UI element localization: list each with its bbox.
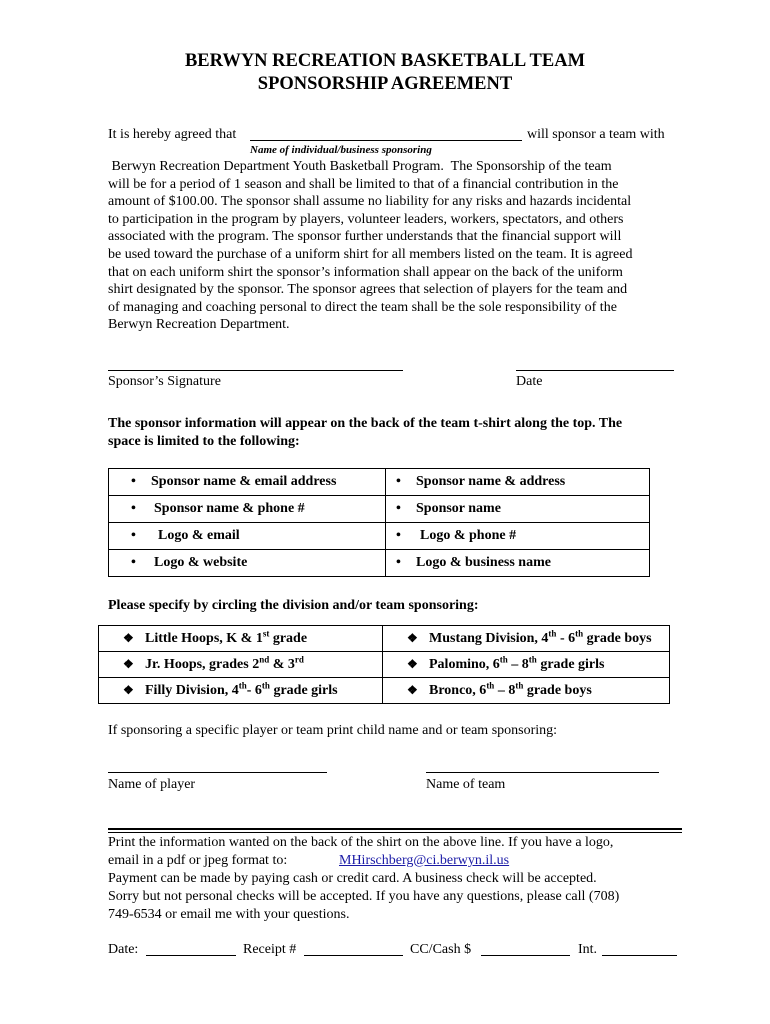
agreement-body-line: amount of $100.00. The sponsor shall assume no liability for any risks and hazards incidental <box>108 194 632 210</box>
agreement-body-line: Berwyn Recreation Department. <box>108 317 290 333</box>
divisions-intro: Please specify by circling the division and/or team sponsoring: <box>108 598 479 613</box>
player-name-label: Name of player <box>108 777 196 792</box>
sponsor-name-field-caption: Name of individual/business sponsoring <box>250 144 432 156</box>
division-option-little-hoops[interactable]: ❖ Little Hoops, K & 1st grade <box>99 626 383 652</box>
table-row <box>99 626 670 652</box>
bullet-icon: • <box>131 474 136 489</box>
signature-date-label: Date <box>516 374 543 389</box>
bullet-icon: • <box>131 555 136 570</box>
table-row <box>99 678 670 704</box>
bullet-icon: • <box>396 555 401 570</box>
shirt-info-intro-line-1: The sponsor information will appear on the back of the team t-shirt along the top. The <box>108 416 623 431</box>
table-row <box>99 652 670 678</box>
footer-line-1: Print the information wanted on the back of the shirt on the above line. If you have a logo, <box>108 835 614 850</box>
sponsor-signature-label: Sponsor’s Signature <box>108 374 221 389</box>
bullet-icon: • <box>131 528 136 543</box>
table-row <box>109 523 650 550</box>
shirt-option-cell[interactable]: • Logo & phone # <box>386 523 650 550</box>
shirt-option-cell[interactable]: • Sponsor name & phone # <box>109 496 386 523</box>
office-receipt-line[interactable] <box>304 955 403 956</box>
document-title-line-2: SPONSORSHIP AGREEMENT <box>257 74 513 94</box>
bullet-icon: • <box>396 474 401 489</box>
shirt-option-cell[interactable]: • Logo & website <box>109 550 386 577</box>
table-row <box>109 496 650 523</box>
shirt-option-cell[interactable]: • Logo & business name <box>386 550 650 577</box>
agreement-body-line: shirt designated by the sponsor. The sponsor agrees that selection of players for the team and <box>108 282 628 298</box>
division-option-jr-hoops[interactable]: ❖ Jr. Hoops, grades 2nd & 3rd <box>99 652 383 678</box>
divider <box>108 832 682 833</box>
footer-line-5: 749-6534 or email me with your questions. <box>108 907 350 922</box>
sponsor-signature-line[interactable] <box>108 370 403 371</box>
division-option-bronco[interactable]: ❖ Bronco, 6th – 8th grade boys <box>383 678 670 704</box>
shirt-option-cell[interactable]: • Sponsor name & address <box>386 469 650 496</box>
agreement-body-line: Berwyn Recreation Department Youth Basketball Program. The Sponsorship of the team <box>108 159 612 174</box>
shirt-option-cell[interactable]: • Logo & email <box>109 523 386 550</box>
player-team-instruction: If sponsoring a specific player or team print child name and or team sponsoring: <box>108 723 558 738</box>
signature-date-line[interactable] <box>516 370 674 371</box>
player-name-line[interactable] <box>108 772 327 773</box>
division-option-mustang[interactable]: ❖ Mustang Division, 4th - 6th grade boys <box>383 626 670 652</box>
office-cc-cash-line[interactable] <box>481 955 570 956</box>
team-name-line[interactable] <box>426 772 659 773</box>
diamond-bullet-icon: ❖ <box>123 656 134 671</box>
shirt-print-line[interactable] <box>108 828 682 830</box>
shirt-info-intro-line-2: space is limited to the following: <box>108 434 300 449</box>
diamond-bullet-icon: ❖ <box>123 630 134 645</box>
agreement-body <box>108 158 680 334</box>
agreement-body-line: to participation in the program by players, volunteer leaders, workers, spectators, and others <box>108 211 624 227</box>
footer-email-prefix: email in a pdf or jpeg format to: <box>108 853 288 868</box>
bullet-icon: • <box>396 528 401 543</box>
agreement-body-line: of managing and coaching personal to direct the team shall be the sole responsibility of the <box>108 299 617 315</box>
division-option-palomino[interactable]: ❖ Palomino, 6th – 8th grade girls <box>383 652 670 678</box>
agreement-body-line: associated with the program. The sponsor further understands that the financial support will <box>108 229 622 245</box>
agreement-lead-text: It is hereby agreed that <box>108 127 237 142</box>
contact-email-link[interactable]: MHirschberg@ci.berwyn.il.us <box>339 853 510 868</box>
agreement-body-line: that on each uniform shirt the sponsor’s information shall appear on the back of the uniform <box>108 264 623 280</box>
agreement-tail-text: will sponsor a team with <box>527 127 665 142</box>
office-date-line[interactable] <box>146 955 236 956</box>
divisions-table <box>98 625 670 704</box>
office-int-label: Int. <box>578 942 598 957</box>
diamond-bullet-icon: ❖ <box>407 682 418 697</box>
bullet-icon: • <box>396 501 401 516</box>
diamond-bullet-icon: ❖ <box>407 630 418 645</box>
table-row <box>109 469 650 496</box>
shirt-info-options-table <box>108 468 650 577</box>
footer-line-2 <box>108 852 510 870</box>
agreement-body-line: be used toward the purchase of a uniform shirt for all members listed on the team. It is agreed <box>108 246 633 262</box>
table-row <box>109 550 650 577</box>
office-int-line[interactable] <box>602 955 677 956</box>
team-name-label: Name of team <box>426 777 506 792</box>
bullet-icon: • <box>131 501 136 516</box>
office-cc-cash-label: CC/Cash $ <box>410 942 472 957</box>
agreement-body-line: will be for a period of 1 season and shall be limited to that of a financial contribution in the <box>108 176 619 192</box>
diamond-bullet-icon: ❖ <box>407 656 418 671</box>
office-date-label: Date: <box>108 942 139 957</box>
footer-line-4: Sorry but not personal checks will be accepted. If you have any questions, please call (708) <box>108 889 620 904</box>
shirt-option-cell[interactable]: • Sponsor name & email address <box>109 469 386 496</box>
footer-line-3: Payment can be made by paying cash or credit card. A business check will be accepted. <box>108 871 597 886</box>
office-receipt-label: Receipt # <box>243 942 297 957</box>
sponsor-name-blank-line[interactable] <box>250 140 522 141</box>
shirt-option-cell[interactable]: • Sponsor name <box>386 496 650 523</box>
division-option-filly[interactable]: ❖ Filly Division, 4th- 6th grade girls <box>99 678 383 704</box>
document-title-line-1: BERWYN RECREATION BASKETBALL TEAM <box>184 51 586 71</box>
diamond-bullet-icon: ❖ <box>123 682 134 697</box>
